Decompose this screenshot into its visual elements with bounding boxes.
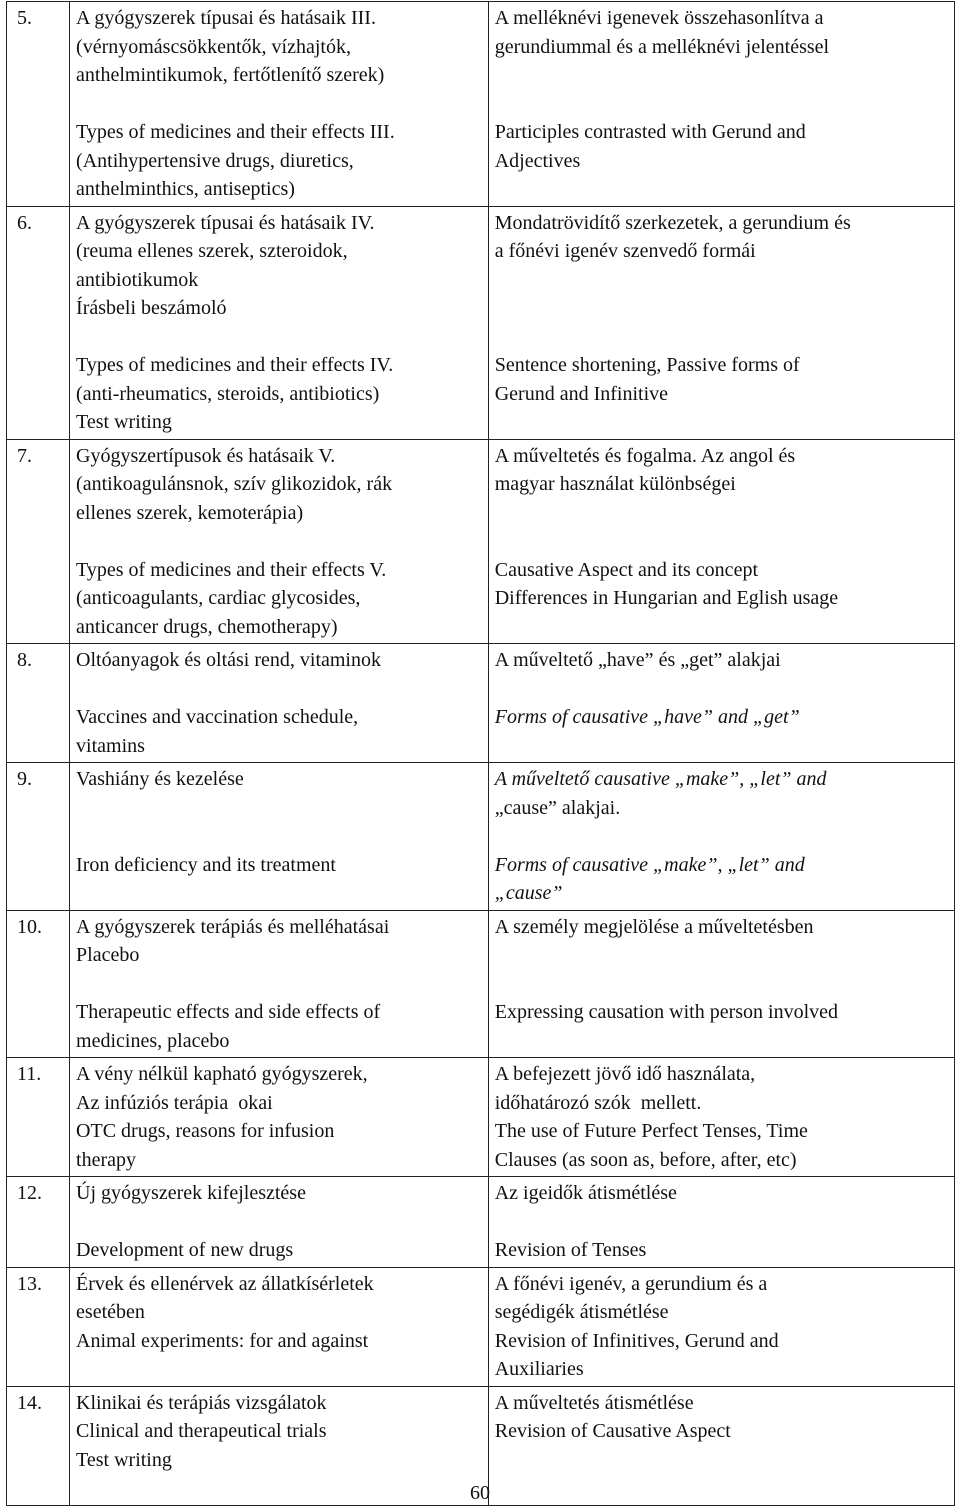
grammar-topic-cell	[488, 206, 954, 439]
grammar-topic-cell	[488, 910, 954, 1058]
syllabus-table-body	[7, 2, 955, 1506]
text-line: (anticoagulants, cardiac glycosides,	[76, 587, 361, 609]
text-line: Oltóanyagok és oltási rend, vitaminok	[76, 649, 381, 671]
table-row	[7, 1267, 955, 1386]
text-line: Az infúziós terápia okai	[76, 1091, 273, 1114]
grammar-topic-cell	[488, 1058, 954, 1177]
text-line: A műveltetés és fogalma. Az angol és	[494, 444, 796, 467]
text-line: Revision of Causative Aspect	[494, 1420, 731, 1442]
text-line: Development of new drugs	[76, 1239, 294, 1261]
grammar-topic-cell	[488, 644, 954, 763]
blank-line	[76, 90, 484, 119]
grammar-topic-cell	[488, 1267, 954, 1386]
text-line: The use of Future Perfect Tenses, Time	[494, 1120, 808, 1142]
hungarian-english-topic-cell	[70, 439, 489, 644]
text-line: OTC drugs, reasons for infusion	[76, 1120, 335, 1142]
text-line: Gyógyszertípusok és hatásaik V.	[76, 444, 336, 467]
text-line: Clinical and therapeutical trials	[76, 1420, 327, 1442]
table-row	[7, 1058, 955, 1177]
hungarian-english-topic-cell	[70, 1058, 489, 1177]
text-line: A vény nélkül kapható gyógyszerek,	[76, 1063, 368, 1085]
blank-line	[495, 323, 950, 352]
grammar-topic-cell	[488, 2, 954, 207]
blank-line	[495, 1027, 950, 1056]
text-line: A gyógyszerek típusai és hatásaik III.	[76, 7, 376, 29]
blank-line	[76, 527, 484, 556]
text-line: Adjectives	[494, 149, 581, 172]
blank-line	[495, 90, 950, 119]
text-line: esetében	[76, 1301, 145, 1323]
text-line: Test writing	[76, 411, 172, 433]
text-line: anticancer drugs, chemotherapy)	[76, 615, 338, 638]
grammar-topic-cell	[488, 1177, 954, 1268]
blank-line	[495, 941, 950, 970]
text-line: Therapeutic effects and side effects of	[76, 1001, 381, 1023]
blank-line	[76, 675, 484, 704]
hungarian-english-topic-cell	[70, 1267, 489, 1386]
text-line: Participles contrasted with Gerund and	[494, 121, 806, 143]
hungarian-english-topic-cell	[70, 763, 489, 911]
text-line: therapy	[76, 1148, 137, 1171]
hungarian-english-topic-cell	[70, 1177, 489, 1268]
text-line: Sentence shortening, Passive forms of	[494, 354, 800, 376]
blank-line	[495, 1208, 950, 1237]
text-line: A műveltető „have” és „get” alakjai	[494, 649, 781, 671]
page-number: 60	[470, 1482, 490, 1504]
blank-line	[76, 822, 484, 851]
text-line: A gyógyszerek típusai és hatásaik IV.	[76, 211, 375, 234]
text-line: Test writing	[76, 1448, 172, 1471]
text-line: Revision of Infinitives, Gerund and	[494, 1329, 779, 1352]
text-line: Forms of causative „have” and „get”	[494, 706, 800, 728]
row-number: 5.	[7, 2, 70, 207]
blank-line	[495, 1446, 950, 1475]
text-line: Revision of Tenses	[494, 1239, 647, 1261]
text-line: Klinikai és terápiás vizsgálatok	[76, 1391, 327, 1414]
text-line: Types of medicines and their effects IV.	[76, 354, 394, 376]
text-line: A melléknévi igenevek összehasonlítva a	[494, 7, 824, 29]
text-line: (antikoagulánsnok, szív glikozidok, rák	[76, 473, 393, 495]
blank-line	[495, 175, 950, 204]
text-line: A műveltető causative „make”, „let” and	[494, 768, 827, 790]
hungarian-english-topic-cell	[70, 2, 489, 207]
blank-line	[76, 794, 484, 823]
text-line: anthelmintikumok, fertőtlenítő szerek)	[76, 64, 385, 86]
text-line: Új gyógyszerek kifejlesztése	[76, 1182, 306, 1204]
blank-line	[495, 970, 950, 999]
text-line: Mondatrövidítő szerkezetek, a gerundium és	[494, 211, 851, 234]
hungarian-english-topic-cell	[70, 206, 489, 439]
row-number: 8.	[7, 644, 70, 763]
table-row	[7, 644, 955, 763]
text-line: Gerund and Infinitive	[494, 382, 669, 405]
text-line: medicines, placebo	[76, 1029, 230, 1052]
blank-line	[76, 879, 484, 908]
text-line: Az igeidők átismétlése	[494, 1182, 677, 1204]
text-line: Clauses (as soon as, before, after, etc)	[494, 1148, 797, 1171]
blank-line	[495, 408, 950, 437]
row-number: 10.	[7, 910, 70, 1058]
text-line: Causative Aspect and its concept	[494, 558, 758, 581]
blank-line	[495, 61, 950, 90]
row-number: 9.	[7, 763, 70, 911]
table-row	[7, 2, 955, 207]
text-line: anthelminthics, antiseptics)	[76, 178, 295, 200]
row-number: 13.	[7, 1267, 70, 1386]
text-line: „cause” alakjai.	[494, 796, 621, 819]
text-line: „cause”	[494, 882, 563, 904]
grammar-topic-cell	[488, 763, 954, 911]
blank-line	[76, 970, 484, 999]
text-line: A befejezett jövő idő használata,	[494, 1063, 756, 1085]
table-row	[7, 910, 955, 1058]
text-line: Vashiány és kezelése	[76, 768, 244, 790]
blank-line	[495, 613, 950, 642]
text-line: (anti-rheumatics, steroids, antibiotics)	[76, 382, 380, 405]
blank-line	[76, 323, 484, 352]
hungarian-english-topic-cell	[70, 910, 489, 1058]
blank-line	[495, 732, 950, 761]
text-line: magyar használat különbségei	[494, 473, 736, 495]
row-number: 12.	[7, 1177, 70, 1268]
row-number: 6.	[7, 206, 70, 439]
blank-line	[495, 527, 950, 556]
text-line: A gyógyszerek terápiás és melléhatásai	[76, 915, 390, 938]
text-line: Vaccines and vaccination schedule,	[76, 706, 359, 728]
table-row	[7, 439, 955, 644]
text-line: Írásbeli beszámoló	[76, 297, 227, 319]
text-line: (vérnyomáscsökkentők, vízhajtók,	[76, 35, 351, 58]
hungarian-english-topic-cell	[70, 644, 489, 763]
text-line: Animal experiments: for and against	[76, 1329, 369, 1352]
text-line: Types of medicines and their effects V.	[76, 558, 387, 581]
blank-line	[495, 266, 950, 295]
text-line: Auxiliaries	[494, 1358, 584, 1380]
blank-line	[495, 499, 950, 528]
text-line: vitamins	[76, 734, 145, 757]
blank-line	[495, 294, 950, 323]
text-line: A személy megjelölése a műveltetésben	[494, 915, 814, 938]
text-line: gerundiummal és a melléknévi jelentéssel	[494, 35, 830, 58]
row-number: 11.	[7, 1058, 70, 1177]
blank-line	[76, 1355, 484, 1384]
text-line: (Antihypertensive drugs, diuretics,	[76, 149, 354, 172]
text-line: ellenes szerek, kemoterápia)	[76, 501, 304, 524]
syllabus-table	[6, 1, 955, 1506]
text-line: Differences in Hungarian and Eglish usage	[494, 587, 839, 609]
blank-line	[495, 675, 950, 704]
row-number: 7.	[7, 439, 70, 644]
text-line: Iron deficiency and its treatment	[76, 853, 336, 876]
text-line: időhatározó szók mellett.	[494, 1091, 702, 1114]
text-line: (reuma ellenes szerek, szteroidok,	[76, 240, 348, 262]
grammar-topic-cell	[488, 439, 954, 644]
table-row	[7, 1177, 955, 1268]
text-line: Érvek és ellenérvek az állatkísérletek	[76, 1272, 374, 1295]
text-line: Types of medicines and their effects III.	[76, 121, 395, 143]
row-number: 14.	[7, 1386, 70, 1505]
text-line: Placebo	[76, 944, 140, 966]
text-line: A műveltetés átismétlése	[494, 1391, 694, 1414]
text-line: segédigék átismétlése	[494, 1301, 669, 1323]
text-line: Expressing causation with person involved	[494, 1001, 839, 1023]
blank-line	[76, 1208, 484, 1237]
table-row	[7, 206, 955, 439]
blank-line	[495, 822, 950, 851]
text-line: Forms of causative „make”, „let” and	[494, 853, 805, 876]
table-row	[7, 763, 955, 911]
text-line: A főnévi igenév, a gerundium és a	[494, 1272, 768, 1295]
text-line: antibiotikumok	[76, 268, 199, 291]
text-line: a főnévi igenév szenvedő formái	[494, 240, 756, 262]
